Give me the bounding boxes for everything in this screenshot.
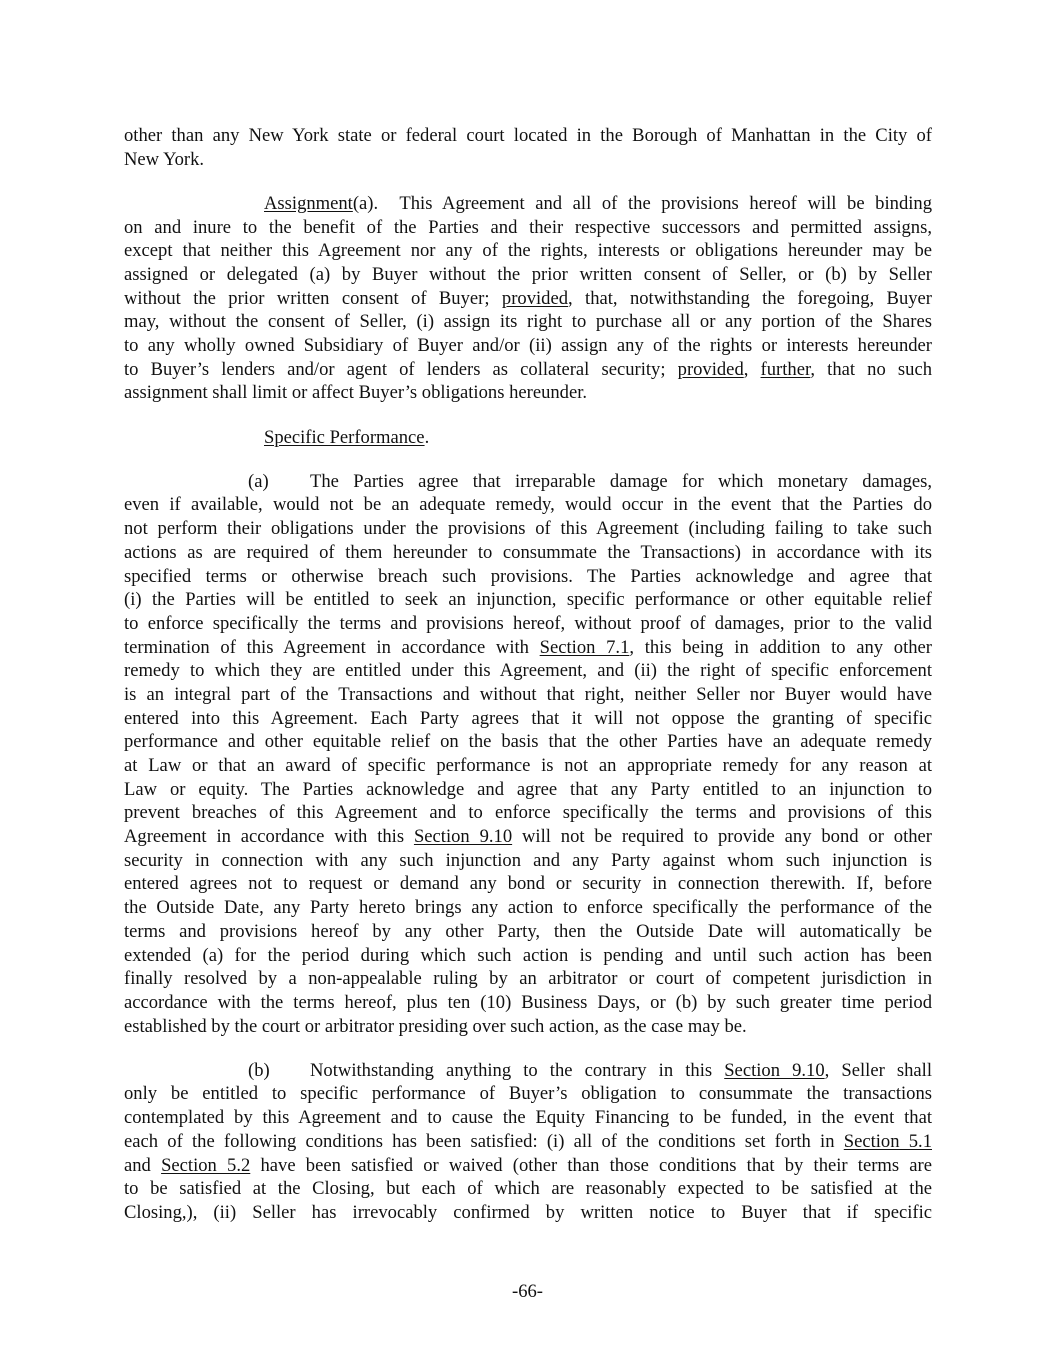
text-line	[124, 287, 932, 311]
text-line	[124, 358, 932, 382]
subsection-label: (a)	[248, 470, 269, 492]
text-line: may, without the consent of Seller, (i) assign its right to purchase all or any portion of the Shares	[124, 311, 932, 333]
heading-suffix: .	[424, 426, 430, 448]
document-page	[124, 124, 932, 1245]
text-line: even if available, would not be an adequate remedy, would occur in the event that the Parties do	[124, 494, 932, 516]
text-line: remedy to which they are entitled under this Agreement, and (ii) the right of specific enforcement	[124, 660, 932, 682]
section-reference-link[interactable]: Section 9.10	[724, 1059, 825, 1081]
text-line	[124, 636, 932, 660]
text-line: other than any New York state or federal court located in the Borough of Manhattan in the City of	[124, 125, 932, 146]
text-line: only be entitled to specific performance of Buyer’s obligation to consummate the transactions	[124, 1083, 932, 1105]
text-line: terms and provisions hereof by any other Party, then the Outside Date will automatically be	[124, 920, 932, 942]
text-line: the Outside Date, any Party hereto brings any action to enforce specifically the performance of the	[124, 897, 932, 919]
assignment-section	[124, 192, 932, 405]
specific-performance-heading-block	[124, 426, 932, 450]
text-fragment: termination of this Agreement in accordance with	[124, 636, 529, 658]
text-line: at Law or that an award of specific performance is not an appropriate remedy for any reason at	[124, 755, 932, 776]
text-line: not perform their obligations under the provisions of this Agreement (including failing to take such	[124, 518, 932, 540]
text-line: Law or equity. The Parties acknowledge and agree that any Party entitled to an injunction to	[124, 778, 932, 800]
text-line	[124, 426, 932, 450]
subsection-b	[124, 1059, 932, 1225]
text-fragment: will not be required to provide any bond or other	[522, 826, 932, 848]
text-line: security in connection with any such injunction and any Party against whom such injunction is	[124, 849, 932, 871]
section-reference-link[interactable]: Section 7.1	[539, 636, 630, 658]
text-line: to enforce specifically the terms and provisions hereof, without proof of damages, prior to the valid	[124, 612, 932, 634]
text-fragment: , that no such	[810, 358, 932, 380]
page-number: -66-	[512, 1281, 543, 1302]
text-fragment: each of the following conditions has been satisfied: (i) all of the conditions set forth in	[124, 1130, 835, 1152]
text-line	[124, 1154, 932, 1178]
continuation-paragraph	[124, 124, 932, 171]
text-fragment: ,	[743, 358, 749, 380]
further-term: further	[760, 358, 811, 380]
text-fragment: to Buyer’s lenders and/or agent of lenders as collateral security;	[124, 358, 666, 380]
text-line: established by the court or arbitrator presiding over such action, as the case may be.	[124, 1015, 747, 1037]
text-line: actions as are required of them hereunder to consummate the Transactions) in accordance with its	[124, 541, 932, 563]
text-fragment: without the prior written consent of Buyer;	[124, 287, 490, 309]
text-line: entered into this Agreement. Each Party agrees that it will not oppose the granting of specific	[124, 707, 932, 729]
subsection-label: (b)	[248, 1059, 270, 1081]
provided-term: provided	[677, 358, 744, 380]
text-fragment: This Agreement and all of the provisions hereof will be binding	[399, 192, 933, 214]
text-line: to be satisfied at the Closing, but each of which are reasonably expected to be satisfied at the	[124, 1178, 932, 1200]
text-line	[124, 1059, 932, 1083]
section-reference-link[interactable]: Section 9.10	[413, 826, 513, 848]
text-line: entered agrees not to request or demand any bond or security in connection therewith. If, before	[124, 873, 932, 895]
text-line: extended (a) for the period during which such action is pending and until such action has been	[124, 944, 932, 966]
assignment-heading-suffix: (a).	[352, 192, 379, 214]
provided-term: provided	[501, 287, 569, 309]
text-line: assigned or delegated (a) by Buyer without the prior written consent of Seller, or (b) by Seller	[124, 263, 932, 285]
text-line	[124, 192, 932, 216]
text-line: specified terms or otherwise breach such provisions. The Parties acknowledge and agree that	[124, 565, 932, 587]
assignment-heading: Assignment	[264, 192, 353, 214]
text-line: except that neither this Agreement nor any of the rights, interests or obligations hereunder may be	[124, 240, 932, 262]
text-line: finally resolved by a non-appealable ruling by an arbitrator or court of competent jurisdiction in	[124, 968, 932, 990]
text-fragment: , Seller shall	[824, 1059, 932, 1081]
text-fragment: Notwithstanding anything to the contrary in this	[310, 1059, 713, 1081]
text-line: to any wholly owned Subsidiary of Buyer and/or (ii) assign any of the rights or interests hereunder	[124, 335, 932, 356]
text-line: contemplated by this Agreement and to cause the Equity Financing to be funded, in the event that	[124, 1107, 932, 1129]
text-line: on and inure to the benefit of the Parties and their respective successors and permitted assigns,	[124, 216, 932, 238]
text-line: is an integral part of the Transactions and without that right, neither Seller nor Buyer would have	[124, 683, 932, 705]
section-reference-link[interactable]: Section 5.1	[843, 1130, 932, 1152]
text-fragment: Agreement in accordance with this	[124, 826, 405, 848]
text-fragment: The Parties agree that irreparable damage for which monetary damages,	[310, 470, 932, 492]
text-line: accordance with the terms hereof, plus ten (10) Business Days, or (b) by such greater time period	[124, 991, 932, 1013]
text-line	[124, 470, 932, 494]
text-line: assignment shall limit or affect Buyer’s obligations hereunder.	[124, 382, 588, 404]
text-fragment: , that, notwithstanding the foregoing, Buyer	[568, 287, 932, 309]
text-line: performance and other equitable relief on the basis that the other Parties have an adequate remedy	[124, 731, 932, 753]
text-line	[124, 825, 932, 849]
text-line: Closing,), (ii) Seller has irrevocably confirmed by written notice to Buyer that if specific	[124, 1201, 932, 1223]
text-line: (i) the Parties will be entitled to seek an injunction, specific performance or other equitable relief	[124, 589, 932, 611]
text-line	[124, 1130, 932, 1154]
text-line: New York.	[124, 148, 205, 170]
text-fragment: have been satisfied or waived (other than those conditions that by their terms are	[260, 1154, 933, 1176]
text-line: prevent breaches of this Agreement and to enforce specifically the terms and provisions of this	[124, 802, 932, 824]
specific-performance-heading: Specific Performance	[264, 426, 425, 448]
subsection-a	[124, 470, 932, 1039]
section-reference-link[interactable]: Section 5.2	[161, 1154, 251, 1176]
text-fragment: and	[124, 1154, 151, 1176]
text-fragment: , this being in addition to any other	[629, 636, 932, 658]
